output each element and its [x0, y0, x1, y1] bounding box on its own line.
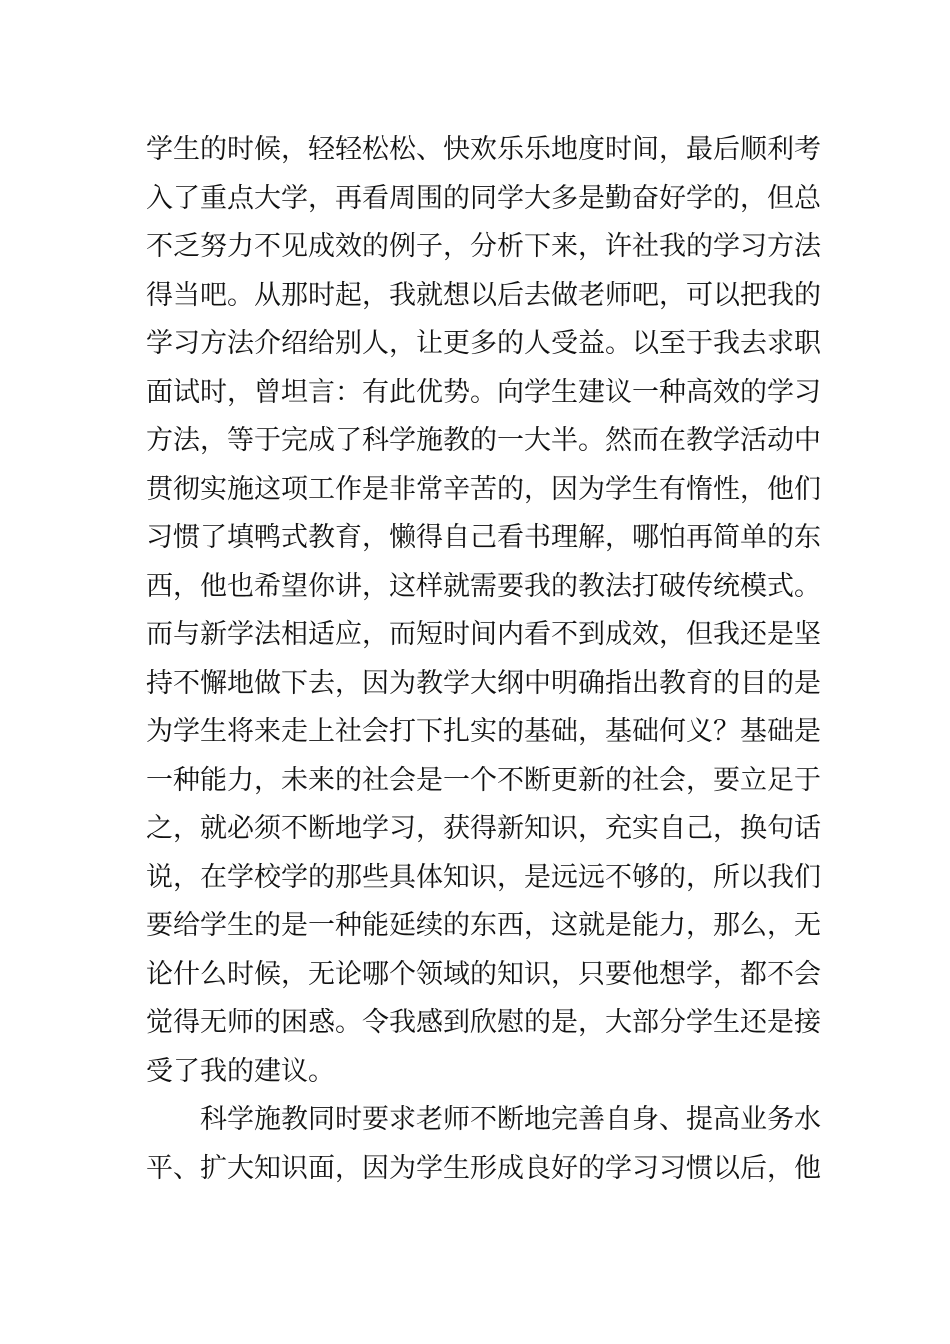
text-line: 入了重点大学，再看周围的同学大多是勤奋好学的，但总	[146, 182, 821, 214]
text-line: 学习方法介绍给别人，让更多的人受益。以至于我去求职	[146, 328, 821, 359]
text-line: 得当吧。从那时起，我就想以后去做老师吧，可以把我的	[146, 279, 821, 311]
paragraph	[146, 1096, 821, 1193]
text-line: 之，就必须不断地学习，获得新知识，充实自己，换句话	[146, 813, 821, 844]
text-line: 贯彻实施这项工作是非常辛苦的，因为学生有惰性，他们	[146, 473, 821, 505]
text-line: 受了我的建议。	[146, 1055, 335, 1087]
document-body	[146, 126, 821, 1193]
text-line: 习惯了填鸭式教育，懒得自己看书理解，哪怕再简单的东	[146, 522, 821, 553]
text-line: 科学施教同时要求老师不断地完善自身、提高业务水	[200, 1104, 821, 1135]
text-line: 一种能力，未来的社会是一个不断更新的社会，要立足于	[146, 764, 821, 796]
text-line: 论什么时候，无论哪个领域的知识，只要他想学，都不会	[146, 958, 821, 990]
text-line: 方法，等于完成了科学施教的一大半。然而在教学活动中	[146, 425, 821, 456]
text-line: 说，在学校学的那些具体知识，是远远不够的，所以我们	[146, 861, 821, 893]
text-line: 要给学生的是一种能延续的东西，这就是能力，那么，无	[146, 910, 821, 941]
text-line: 面试时，曾坦言：有此优势。向学生建议一种高效的学习	[146, 376, 821, 408]
paragraph	[146, 126, 821, 1096]
text-line: 持不懈地做下去，因为教学大纲中明确指出教育的目的是	[146, 667, 821, 699]
text-line: 平、扩大知识面，因为学生形成良好的学习习惯以后，他	[146, 1152, 821, 1184]
text-line: 不乏努力不见成效的例子，分析下来，许社我的学习方法	[146, 231, 821, 262]
text-line: 而与新学法相适应，而短时间内看不到成效，但我还是坚	[146, 619, 821, 650]
text-line: 学生的时候，轻轻松松、快欢乐乐地度时间，最后顺利考	[146, 134, 821, 165]
text-line: 觉得无师的困惑。令我感到欣慰的是，大部分学生还是接	[146, 1007, 821, 1038]
text-line: 为学生将来走上社会打下扎实的基础，基础何义？基础是	[146, 716, 821, 747]
text-line: 西，他也希望你讲，这样就需要我的教法打破传统模式。	[146, 570, 821, 602]
